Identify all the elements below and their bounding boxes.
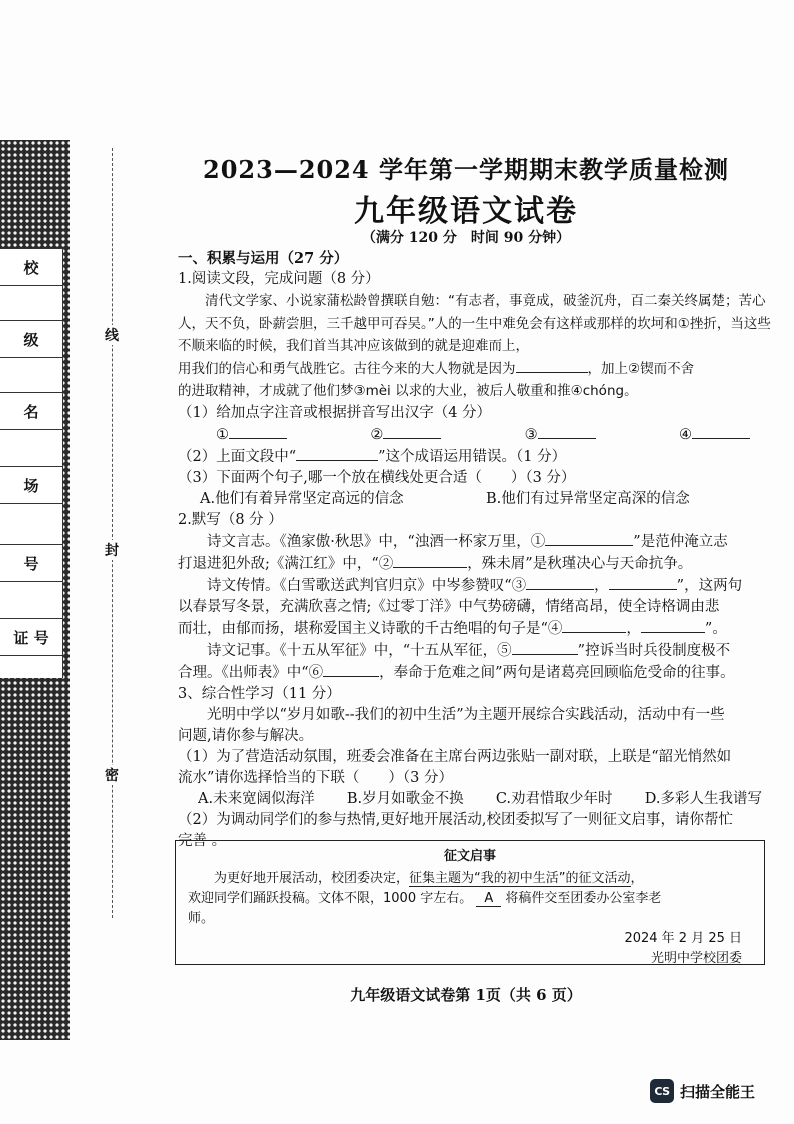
section-heading: 一、积累与运用（27 分） [178, 250, 349, 267]
notice-body: 为更好地开展活动，校团委决定，征集主题为“我的初中生活”的征文活动， [214, 871, 644, 886]
q2-line-3: 诗文传情。《白雪歌送武判官归京》中岑参赞叹“③ ， ”，这两句 [178, 575, 772, 597]
dictation-blank-2[interactable] [393, 553, 467, 568]
field-name: 名 [0, 392, 62, 430]
dictation-blank-1[interactable] [545, 531, 633, 546]
question-2-heading: 2.默写（8 分 ） [178, 511, 283, 528]
student-info-box [0, 248, 63, 678]
scanner-watermark [650, 1078, 755, 1104]
binding-char-seal: 封 [100, 540, 124, 560]
score-info: （满分 120 分 时间 90 分钟） [361, 230, 571, 246]
dictation-blank-3b[interactable] [609, 575, 677, 590]
passage-line [178, 358, 772, 381]
dictation-blank-4a[interactable] [562, 618, 626, 633]
couplet-option-b[interactable]: B.岁月如歌金不换 [346, 790, 464, 807]
q3-sub1-options [178, 789, 772, 810]
notice-title: 征文启事 [443, 849, 496, 864]
page-footer: 九年级语文试卷第 1页（共 6 页） [350, 986, 582, 1004]
q3-sub2-1: （2）为调动同学们的参与热情,更好地开展活动,校团委拟写了一则征文启事，请你帮忙 [178, 811, 733, 828]
q1-sub1-blanks [178, 424, 772, 446]
question-1-passage [178, 290, 772, 403]
exam-subtitle: 九年级语文试卷 [354, 194, 578, 229]
blank-4[interactable]: ④ [679, 424, 750, 446]
q2-line-7: 合理。《出师表》中“⑥ ，奉命于危难之间”两句是诸葛亮回顾临危受命的往事。 [178, 662, 772, 684]
q1-sub2-blank[interactable] [296, 446, 378, 461]
dictation-blank-3a[interactable] [526, 575, 594, 590]
exam-content [178, 248, 772, 852]
field-id-number: 证 号 [0, 618, 62, 656]
passage-part-1: 清代文学家、小说家蒲松龄曾撰联自勉：“有志者，事竟成，破釜沉舟，百二秦关终属楚；苦心人，天不负，卧薪尝胆，三千越甲可吞吴。”人的一生中难免会有这样或那样的坎坷和①挫折，当这些不顺来临的时候，我们首当其冲应该做到的就是迎难而上， [178, 293, 771, 354]
blank-2[interactable]: ② [370, 424, 441, 446]
field-class: 级 [0, 320, 62, 358]
dictation-blank-5[interactable] [512, 640, 578, 655]
passage-part-2: 用我们的信心和勇气战胜它。古往今来的大人物就是因为 [178, 360, 516, 377]
blank-1[interactable]: ① [216, 424, 287, 446]
q2-line-2: 打退进犯外敌;《满江红》中，“② ，殊未屑”是秋瑾决心与天命抗争。 [178, 553, 772, 575]
question-1-heading: 1.阅读文段，完成问题（8 分） [178, 271, 380, 287]
blank-3[interactable]: ③ [525, 424, 596, 446]
binding-char-line: 线 [100, 325, 124, 345]
q2-line-6: 诗文记事。《十五从军征》中，“十五从军征，⑤ ”控诉当时兵役制度极不 [178, 640, 772, 662]
notice-date: 2024 年 2 月 25 日 [624, 931, 742, 946]
q1-sub2: （2）上面文段中“ ”这个成语运用错误。（1 分） [178, 446, 772, 468]
q3-intro-2: 问题,请你参与解决。 [178, 727, 314, 744]
q3-sub1-1: （1）为了营造活动氛围，班委会准备在主席台两边张贴一副对联，上联是“韶光悄然如 [178, 748, 732, 765]
passage-part-4: 的进取精神，才成就了他们梦③mèi 以求的大业，被后人敬重和推④chóng。 [178, 383, 638, 399]
essay-notice-box [175, 840, 765, 965]
q3-intro-1: 光明中学以“岁月如歌--我们的初中生活”为主题开展综合实践活动，活动中有一些 [207, 706, 725, 723]
field-seat-number: 号 [0, 544, 62, 582]
q2-line-4: 以春景写冬景，充满欣喜之情;《过零丁洋》中气势磅礴，情绪高昂，使全诗格调由悲 [178, 598, 720, 615]
q3-sub2-2: 完善 。 [178, 832, 227, 849]
notice-signature: 光明中学校团委 [650, 951, 742, 966]
notice-underlined-phrase: 征集主题为“我的初中生活”的征文活动 [409, 871, 631, 886]
dictation-blank-6[interactable] [323, 662, 379, 677]
option-a[interactable]: A.他们有着异常坚定高远的信念 [200, 490, 404, 507]
dictation-blank-4b[interactable] [641, 618, 705, 633]
notice-body-2: 欢迎同学们踊跃投稿。文体不限，1000 字左右。 A 将稿件交至团委办公室李老 [188, 891, 662, 906]
binding-dashed-line [112, 148, 113, 918]
field-exam-room: 场 [0, 466, 62, 504]
q1-sub3: （3）下面两个句子,哪一个放在横线处更合适（ ）（3 分） [178, 469, 576, 486]
q1-sub1: （1）给加点字注音或根据拼音写出汉字（4 分） [178, 404, 492, 421]
passage-blank[interactable] [516, 358, 588, 373]
binding-char-secret: 密 [100, 765, 124, 785]
watermark-text: 扫描全能王 [680, 1082, 756, 1101]
q2-line-5: 而壮，由郁而扬，堪称爱国主义诗歌的千古绝唱的句子是“④ ， ”。 [178, 618, 772, 640]
camscanner-logo-icon: CS [650, 1079, 674, 1103]
q1-sub3-options [178, 489, 772, 510]
question-3-heading: 3、综合性学习（11 分） [178, 685, 341, 702]
couplet-option-a[interactable]: A.未来宽阔似海洋 [198, 790, 315, 807]
passage-part-3: ，加上②锲而不舍 [587, 360, 695, 377]
field-school: 校 [0, 248, 62, 286]
notice-blank-a[interactable]: A [476, 891, 501, 907]
exam-title: 2023—2024 学年第一学期期末教学质量检测 [203, 155, 729, 184]
q3-sub1-2: 流水”请你选择恰当的下联（ ）（3 分） [178, 769, 453, 786]
notice-body-3: 师。 [188, 911, 215, 926]
couplet-option-c[interactable]: C.劝君惜取少年时 [495, 790, 613, 807]
couplet-option-d[interactable]: D.多彩人生我谱写 [644, 790, 762, 807]
q2-line-1: 诗文言志。《渔家傲·秋思》中，“浊酒一杯家万里，① ”是范仲淹立志 [178, 531, 772, 553]
option-b[interactable]: B.他们有过异常坚定高深的信念 [486, 490, 690, 507]
